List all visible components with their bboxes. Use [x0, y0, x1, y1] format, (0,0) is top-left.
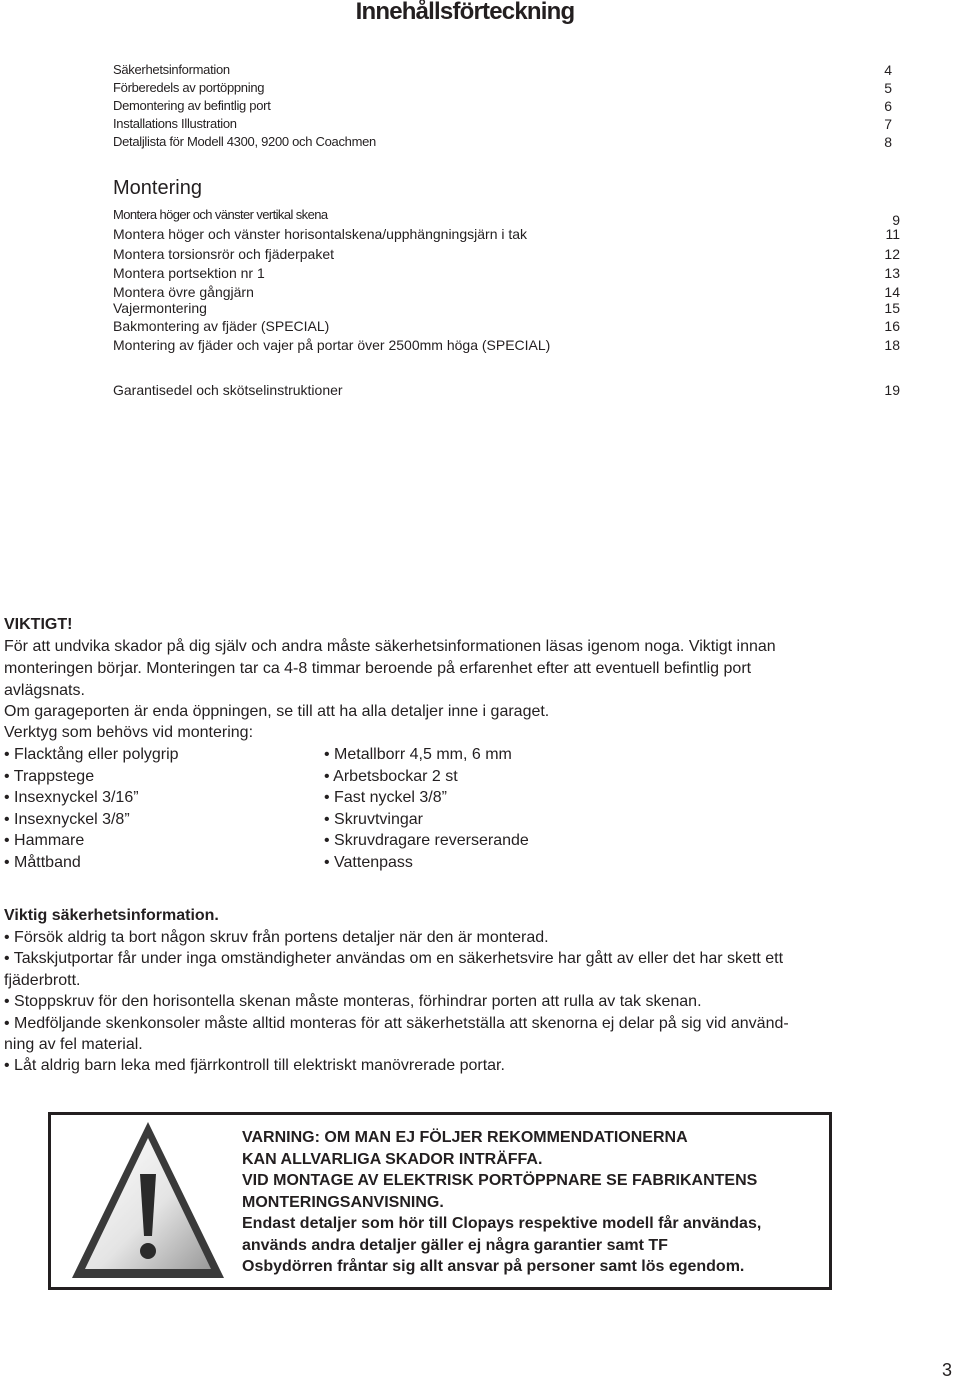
tool-item: • Fast nyckel 3/8”	[324, 789, 447, 806]
warning-line: Osbydörren fråntar sig allt ansvar på personer samt lös egendom.	[242, 1258, 745, 1275]
safety-line: • Försök aldrig ta bort någon skruv från portens detaljer när den är monterad.	[4, 929, 549, 946]
toc-item-page: 4	[884, 62, 892, 78]
toc-item-label: Detaljlista för Modell 4300, 9200 och Coachmen	[113, 134, 376, 149]
toc-item-label: Bakmontering av fjäder (SPECIAL)	[113, 318, 330, 334]
warning-line: Endast detaljer som hör till Clopays respektive modell får användas,	[242, 1215, 762, 1232]
toc-item-page: 14	[884, 284, 900, 300]
tool-item: • Skruvtvingar	[324, 811, 423, 828]
page-number: 3	[941, 1360, 952, 1380]
warning-line: KAN ALLVARLIGA SKADOR INTRÄFFA.	[242, 1151, 543, 1168]
toc-item-page: 13	[884, 265, 900, 281]
safety-line: • Takskjutportar får under inga omständigheter användas om en säkerhetsvire har gått av eller det har skett ett	[4, 950, 784, 967]
tool-item: • Trappstege	[4, 768, 95, 785]
toc-item-label: Montera höger och vänster horisontalskena/upphängningsjärn i tak	[113, 226, 528, 242]
toc-item-label: Vajermontering	[113, 300, 207, 316]
important-line: monteringen börjar. Monteringen tar ca 4-8 timmar beroende på erfarenhet efter att eventuell befintlig port	[4, 660, 752, 677]
section-heading-montering: Montering	[113, 177, 202, 199]
toc-item-page: 9	[892, 212, 900, 228]
toc-item-label: Montera portsektion nr 1	[113, 265, 265, 281]
safety-line: • Medföljande skenkonsoler måste alltid monteras för att säkerhetställa att skenorna ej delar på sig vid använd-	[4, 1015, 789, 1032]
page-title: Innehållsförteckning	[355, 0, 575, 25]
toc-item-page: 12	[884, 246, 900, 262]
tool-item: • Vattenpass	[324, 854, 413, 871]
warning-line: MONTERINGSANVISNING.	[242, 1194, 444, 1211]
tool-item: • Hammare	[4, 832, 85, 849]
toc-item-label: Montera torsionsrör och fjäderpaket	[113, 246, 334, 262]
important-line: Om garageporten är enda öppningen, se till att ha alla detaljer inne i garaget.	[4, 703, 550, 720]
toc-item-label: Demontering av befintlig port	[113, 98, 271, 113]
safety-line: • Stoppskruv för den horisontella skenan måste monteras, förhindrar porten att rulla av tak skenan.	[4, 993, 702, 1010]
toc-item-label: Installations Illustration	[113, 116, 237, 131]
toc-item-page: 19	[884, 382, 900, 398]
toc-item-label: Säkerhetsinformation	[113, 62, 230, 77]
toc-item-label: Montering av fjäder och vajer på portar över 2500mm höga (SPECIAL)	[113, 337, 551, 353]
tool-item: • Måttband	[4, 854, 81, 871]
toc-item-label: Montera övre gångjärn	[113, 284, 254, 300]
tool-item: • Insexnyckel 3/8”	[4, 811, 130, 828]
tool-item: • Skruvdragare reverserande	[324, 832, 529, 849]
warning-triangle-icon	[68, 1118, 228, 1283]
safety-line: fjäderbrott.	[4, 972, 81, 989]
toc-item-page: 11	[885, 226, 900, 242]
important-line: För att undvika skador på dig själv och andra måste säkerhetsinformationen läsas igenom noga. Viktigt innan	[4, 638, 776, 655]
important-heading: VIKTIGT!	[4, 616, 73, 633]
toc-item-page: 15	[884, 300, 900, 316]
safety-heading: Viktig säkerhetsinformation.	[4, 907, 219, 924]
toc-item-page: 18	[884, 337, 900, 353]
toc-item-page: 7	[884, 116, 892, 132]
toc-item-label: Garantisedel och skötselinstruktioner	[113, 382, 343, 398]
tool-item: • Flacktång eller polygrip	[4, 746, 179, 763]
toc-item-label: Förberedels av portöppning	[113, 80, 265, 95]
toc-item-page: 5	[884, 80, 892, 96]
tool-item: • Metallborr 4,5 mm, 6 mm	[324, 746, 512, 763]
toc-item-page: 8	[884, 134, 892, 150]
safety-line: • Låt aldrig barn leka med fjärrkontroll till elektriskt manövrerade portar.	[4, 1057, 505, 1074]
toc-item-page: 6	[884, 98, 892, 114]
toc-item-label: Montera höger och vänster vertikal skena	[113, 207, 328, 222]
important-line: avlägsnats.	[4, 682, 85, 699]
toc-item-page: 16	[884, 318, 900, 334]
tool-item: • Arbetsbockar 2 st	[324, 768, 458, 785]
warning-line: VID MONTAGE AV ELEKTRISK PORTÖPPNARE SE FABRIKANTENS	[242, 1172, 758, 1189]
warning-line: VARNING: OM MAN EJ FÖLJER REKOMMENDATIONERNA	[242, 1129, 688, 1146]
safety-line: ning av fel material.	[4, 1036, 143, 1053]
important-line: Verktyg som behövs vid montering:	[4, 724, 254, 741]
tool-item: • Insexnyckel 3/16”	[4, 789, 139, 806]
warning-line: används andra detaljer gäller ej några garantier samt TF	[242, 1237, 668, 1254]
